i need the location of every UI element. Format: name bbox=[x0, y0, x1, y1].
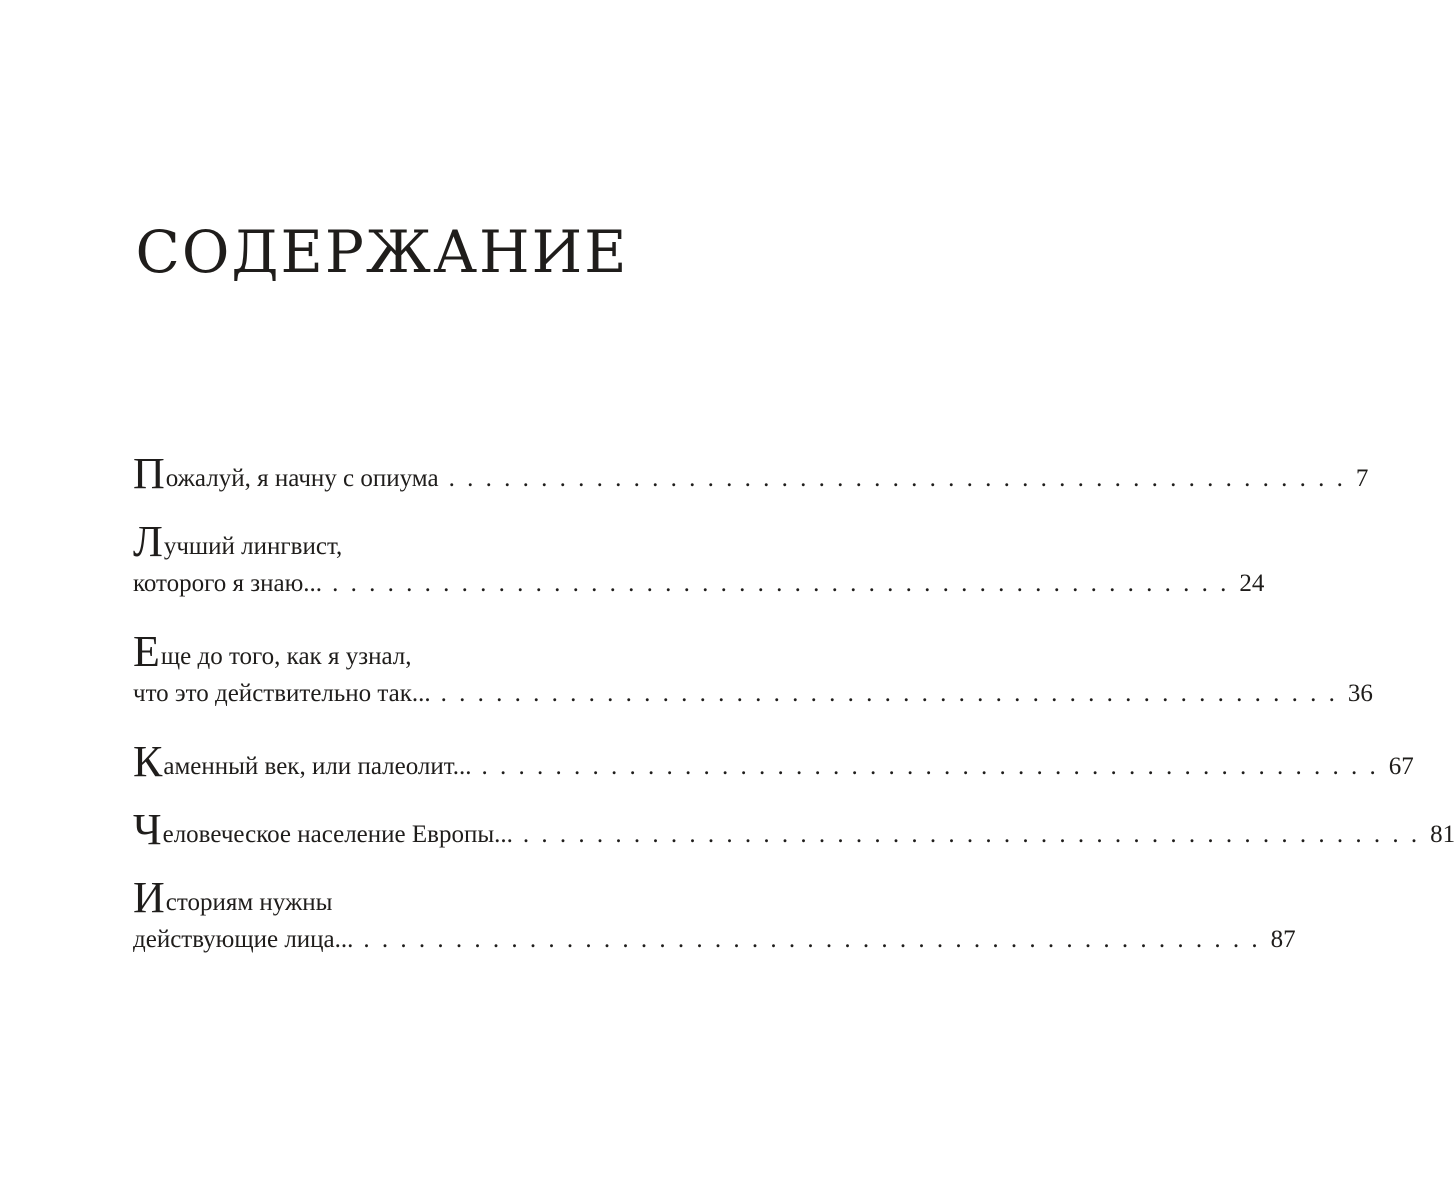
toc-entry bbox=[133, 627, 1373, 712]
dot-leader: . . . . . . . . . . . . . . . . . . . . . . . . . . . . . . . . . . . . . . . . . . . . . . . . . bbox=[448, 465, 1346, 492]
toc-entry-title bbox=[133, 805, 513, 854]
toc-line bbox=[133, 449, 1369, 498]
dot-leader: . . . . . . . . . . . . . . . . . . . . . . . . . . . . . . . . . . . . . . . . . . . . . . . . . bbox=[481, 753, 1379, 780]
toc-page-number: 24 bbox=[1239, 570, 1265, 597]
toc-page-number: 36 bbox=[1347, 680, 1373, 707]
toc-entry-text: еловеческое население Европы... bbox=[162, 821, 513, 848]
toc-line bbox=[133, 873, 630, 922]
toc-page-number: 7 bbox=[1355, 465, 1369, 492]
toc-page-number: 67 bbox=[1388, 753, 1414, 780]
toc-entry-text: действующие лица... bbox=[133, 926, 354, 953]
toc-entry-text: ще до того, как я узнал, bbox=[160, 643, 412, 670]
toc-entry-text: которого я знаю... bbox=[133, 570, 323, 597]
toc-page-number: 81 bbox=[1430, 821, 1455, 848]
drop-initial: Ч bbox=[133, 805, 162, 854]
dot-leader: . . . . . . . . . . . . . . . . . . . . . . . . . . . . . . . . . . . . . . . . . . . . . . . . . bbox=[522, 821, 1421, 848]
toc-line bbox=[133, 922, 1296, 958]
dot-leader: . . . . . . . . . . . . . . . . . . . . . . . . . . . . . . . . . . . . . . . . . . . . . . . . . bbox=[440, 680, 1338, 707]
toc-entry bbox=[133, 449, 1369, 498]
dot-leader: . . . . . . . . . . . . . . . . . . . . . . . . . . . . . . . . . . . . . . . . . . . . . . . . . bbox=[332, 570, 1230, 597]
toc-entry bbox=[133, 873, 1296, 958]
toc-line bbox=[133, 737, 1414, 786]
drop-initial: К bbox=[133, 737, 163, 786]
toc-page-number: 87 bbox=[1270, 926, 1296, 953]
page-title: СОДЕРЖАНИЕ bbox=[135, 218, 629, 286]
toc-line bbox=[133, 517, 630, 566]
toc-entry-text: аменный век, или палеолит... bbox=[163, 753, 472, 780]
table-of-contents bbox=[133, 449, 1455, 958]
toc-entry-title bbox=[133, 449, 439, 498]
toc-entry bbox=[133, 517, 1265, 602]
toc-entry-text: учший лингвист, bbox=[163, 533, 343, 560]
drop-initial: П bbox=[133, 449, 165, 498]
toc-entry bbox=[133, 737, 1414, 786]
toc-line bbox=[133, 676, 1373, 712]
toc-line bbox=[133, 627, 630, 676]
drop-initial: И bbox=[133, 873, 165, 922]
toc-line bbox=[133, 566, 1265, 602]
dot-leader: . . . . . . . . . . . . . . . . . . . . . . . . . . . . . . . . . . . . . . . . . . . . . . . . . bbox=[363, 926, 1261, 953]
toc-entry bbox=[133, 805, 1455, 854]
drop-initial: Е bbox=[133, 627, 160, 676]
toc-entry-text: что это действительно так... bbox=[133, 680, 431, 707]
toc-entry-text: сториям нужны bbox=[165, 889, 333, 916]
toc-line bbox=[133, 805, 1455, 854]
toc-entry-text: ожалуй, я начну с опиума bbox=[165, 465, 439, 492]
drop-initial: Л bbox=[133, 517, 163, 566]
toc-entry-title bbox=[133, 737, 472, 786]
